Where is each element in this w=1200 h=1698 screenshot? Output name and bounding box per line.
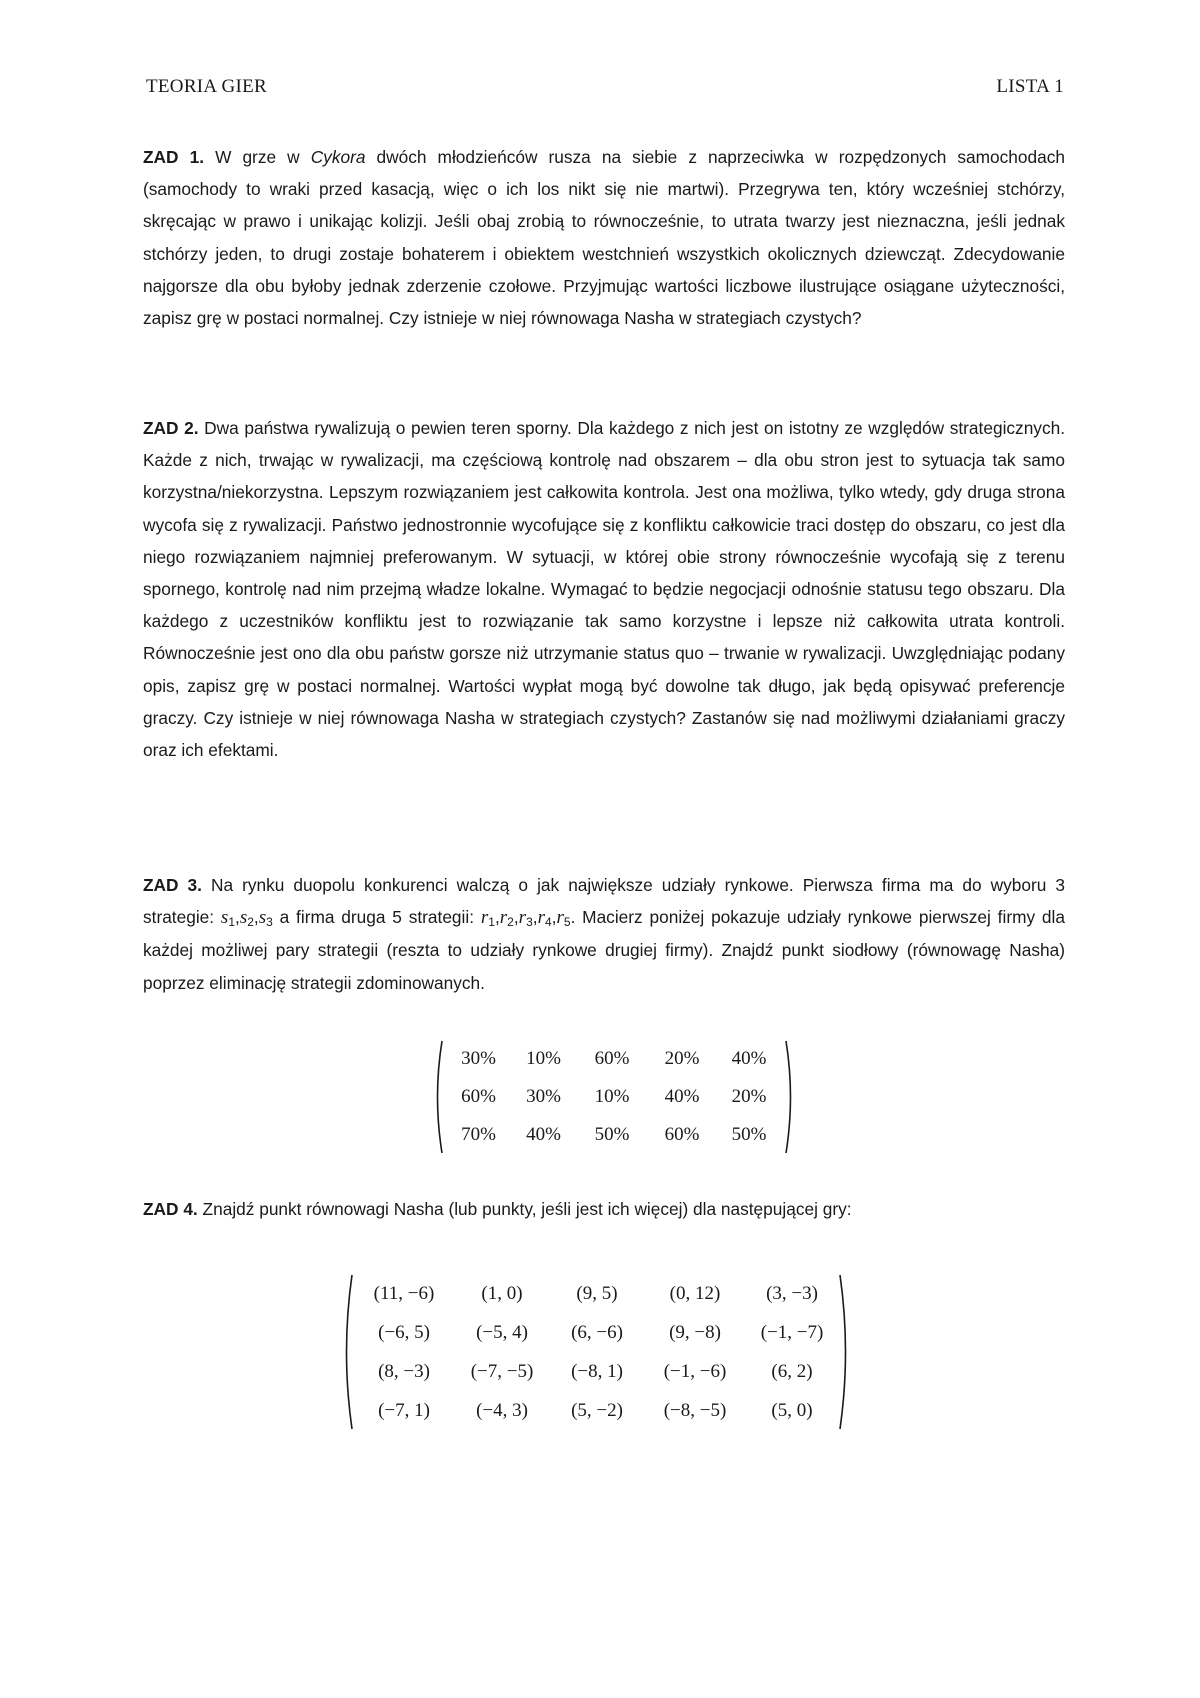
matrix-cell: (5, 0) xyxy=(771,1400,813,1421)
payoff-matrix xyxy=(340,1274,852,1430)
matrix-cell: 70% xyxy=(461,1124,496,1145)
strategy-r-symbol xyxy=(537,907,557,930)
strategy-s-symbol xyxy=(239,907,259,930)
task-1-label: ZAD 1. xyxy=(143,147,204,167)
strategy-s-symbol-base: s xyxy=(239,907,248,929)
strategy-r-symbol-base: r xyxy=(480,907,489,929)
matrix-cell: (9, −8) xyxy=(669,1322,721,1343)
strategy-s-symbol-base: s xyxy=(258,907,267,929)
strategy-s-symbol-index: 2 xyxy=(247,915,254,930)
matrix-cell: 40% xyxy=(526,1124,561,1145)
matrix-cell: 40% xyxy=(731,1048,767,1069)
strategy-s-symbol-index: 3 xyxy=(266,915,273,930)
task-1-game-name: Cykora xyxy=(310,147,366,167)
matrix-cell: (−6, 5) xyxy=(378,1322,430,1343)
matrix-cell: (−8, −5) xyxy=(663,1400,727,1421)
matrix-cell: (−7, 1) xyxy=(378,1400,430,1421)
task-1-text-pre: W grze w xyxy=(204,147,311,167)
matrix-cell: (1, 0) xyxy=(481,1283,523,1304)
matrix-cell: 10% xyxy=(594,1086,630,1107)
strategy-r-symbol-base: r xyxy=(556,907,564,929)
left-parenthesis xyxy=(340,1274,354,1430)
task-3-text-b: a firma druga 5 strategii: xyxy=(272,907,481,928)
matrix-cell: 30% xyxy=(526,1086,561,1107)
matrix-cell: (8, −3) xyxy=(378,1361,430,1382)
strategies-player-1 xyxy=(220,907,273,930)
task-3-text-c: . Macierz poniżej pokazuje udziały rynkowe pierwszej firmy dla każdej możliwej pary strategii (reszta to udziały rynkowe drugiej firmy). Znajdź punkt siodłowy (równowagę Nasha) poprzez eliminację strategii zdominowanych. xyxy=(143,907,1065,993)
market-share-matrix xyxy=(432,1040,796,1154)
matrix-cell: (−8, 1) xyxy=(571,1361,623,1382)
strategy-r-symbol-index: 1 xyxy=(488,915,495,930)
task-4-label: ZAD 4. xyxy=(143,1199,198,1219)
right-parenthesis xyxy=(784,1040,796,1154)
task-2-label: ZAD 2. xyxy=(143,418,199,438)
task-3-text-a: Na rynku duopolu konkurenci walczą o jak największe udziały rynkowe. Pierwsza firma ma do wyboru 3 strategie: xyxy=(143,875,1065,928)
matrix-cell: 60% xyxy=(461,1086,496,1107)
matrix-cell: 60% xyxy=(664,1124,700,1145)
left-parenthesis xyxy=(432,1040,444,1154)
matrix-cell: (6, −6) xyxy=(571,1322,623,1343)
strategy-r-symbol-base: r xyxy=(499,907,508,929)
strategy-s-symbol xyxy=(258,907,273,930)
matrix-cell: (−1, −6) xyxy=(663,1361,727,1382)
list-number: LISTA 1 xyxy=(996,76,1064,97)
strategy-r-separator: , xyxy=(494,907,500,928)
matrix-cell: (3, −3) xyxy=(766,1283,818,1304)
task-1 xyxy=(143,141,1065,334)
strategy-r-symbol-base: r xyxy=(537,907,545,929)
strategy-r-symbol-base: r xyxy=(518,907,527,929)
matrix-cell: (5, −2) xyxy=(571,1400,623,1421)
strategy-r-symbol xyxy=(518,907,538,930)
task-3 xyxy=(143,869,1065,999)
matrix-cell: 10% xyxy=(526,1048,561,1069)
course-title: TEORIA GIER xyxy=(146,76,267,97)
matrix-cell: 30% xyxy=(461,1048,496,1069)
matrix-cell: 50% xyxy=(731,1124,767,1145)
matrix-cell: (−1, −7) xyxy=(760,1322,824,1343)
task-1-text: dwóch młodzieńców rusza na siebie z naprzeciwka w rozpędzonych samochodach (samochody to wraki przed kasacją, więc o ich los nikt się nie martwi). Przegrywa ten, który wcześniej stchórzy, skręcając w prawo i unikając kolizji. Jeśli obaj zrobią to równocześnie, to utrata twarzy jest nieznaczna, jeśli jednak stchórzy jeden, to drugi zostaje bohaterem i obiektem westchnień wszystkich okolicznych dziewcząt. Zdecydowanie najgorsze dla obu byłoby jednak zderzenie czołowe. Przyjmując wartości liczbowe ilustrujące osiągane użyteczności, zapisz grę w postaci normalnej. Czy istnieje w niej równowaga Nasha w strategiach czystych? xyxy=(143,147,1065,329)
strategy-r-symbol xyxy=(556,907,571,930)
matrix-cell: (0, 12) xyxy=(669,1283,721,1304)
strategy-s-separator: , xyxy=(235,907,240,928)
matrix-cell: (−4, 3) xyxy=(476,1400,528,1421)
matrix-cell: (11, −6) xyxy=(373,1283,435,1304)
matrix-grid xyxy=(444,1040,784,1154)
strategy-s-symbol-base: s xyxy=(220,907,229,929)
matrix-cell: 40% xyxy=(664,1086,700,1107)
matrix-cell: 20% xyxy=(664,1048,700,1069)
strategy-r-symbol-index: 3 xyxy=(526,915,533,930)
strategy-r-symbol-index: 2 xyxy=(507,915,514,930)
strategies-player-2 xyxy=(480,907,571,930)
matrix-cell: (9, 5) xyxy=(576,1283,618,1304)
strategy-r-symbol xyxy=(480,907,500,930)
strategy-r-symbol xyxy=(499,907,519,930)
strategy-r-symbol-index: 4 xyxy=(544,915,552,930)
task-4-text: Znajdź punkt równowagi Nasha (lub punkty, jeśli jest ich więcej) dla następującej gry: xyxy=(197,1199,852,1219)
matrix-cell: (6, 2) xyxy=(771,1361,813,1382)
right-parenthesis xyxy=(838,1274,852,1430)
strategy-s-separator: , xyxy=(253,907,259,928)
matrix-cell: (−7, −5) xyxy=(470,1361,534,1382)
strategy-r-separator: , xyxy=(532,907,538,928)
strategy-s-symbol xyxy=(220,907,240,930)
strategy-s-symbol-index: 1 xyxy=(228,915,235,930)
matrix-cell: 20% xyxy=(731,1086,767,1107)
task-4 xyxy=(143,1193,1065,1225)
strategy-r-separator: , xyxy=(513,907,519,928)
strategy-r-symbol-index: 5 xyxy=(563,915,571,930)
matrix-cell: 50% xyxy=(594,1124,630,1145)
matrix-grid xyxy=(354,1274,838,1430)
task-2 xyxy=(143,412,1065,766)
strategy-r-separator: , xyxy=(551,907,557,928)
matrix-cell: (−5, 4) xyxy=(476,1322,528,1343)
task-2-text: Dwa państwa rywalizują o pewien teren sporny. Dla każdego z nich jest on istotny ze względów strategicznych. Każde z nich, trwając w rywalizacji, ma częściową kontrolę nad obszarem – dla obu stron jest to sytuacja tak samo korzystna/niekorzystna. Lepszym rozwiązaniem jest całkowita kontrola. Jest ona możliwa, tylko wtedy, gdy druga strona wycofa się z rywalizacji. Państwo jednostronnie wycofujące się z konfliktu całkowicie traci dostęp do obszaru, co jest dla niego rozwiązaniem najmniej preferowanym. W sytuacji, w której obie strony równocześnie wycofają się z terenu spornego, kontrolę nad nim przejmą władze lokalne. Wymagać to będzie negocjacji odnośnie statusu tego obszaru. Dla każdego z uczestników konfliktu jest to rozwiązanie tak samo korzystne i lepsze niż całkowita utrata kontroli. Równocześnie jest ono dla obu państw gorsze niż utrzymanie status quo – trwanie w rywalizacji. Uwzględniając podany opis, zapisz grę w postaci normalnej. Wartości wypłat mogą być dowolne tak długo, jak będą opisywać preferencje graczy. Czy istnieje w niej równowaga Nasha w strategiach czystych? Zastanów się nad możliwymi działaniami graczy oraz ich efektami. xyxy=(143,418,1065,761)
task-3-label: ZAD 3. xyxy=(143,875,202,895)
matrix-cell: 60% xyxy=(594,1048,630,1069)
